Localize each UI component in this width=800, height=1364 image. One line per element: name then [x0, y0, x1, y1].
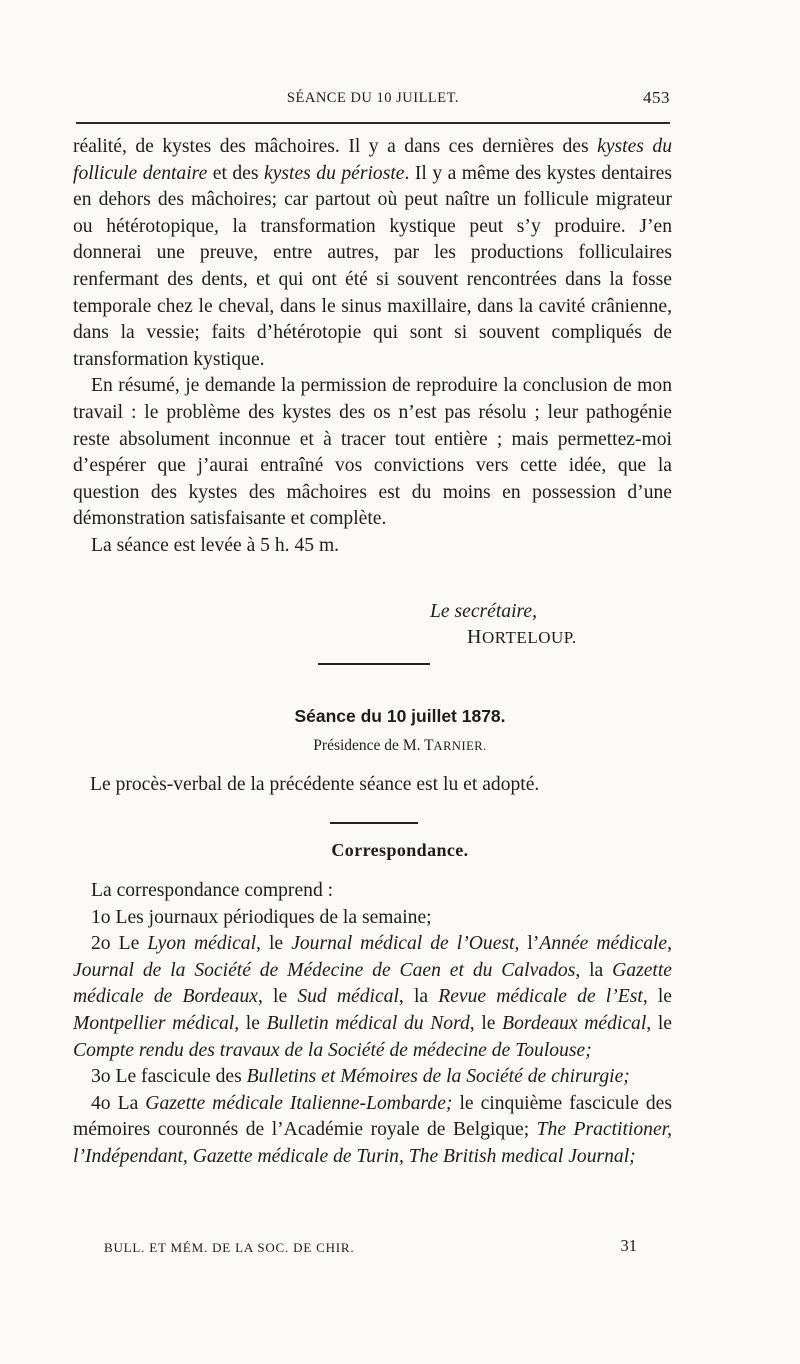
- signature-name: [467, 626, 577, 649]
- paragraph-1: [73, 134, 672, 373]
- running-title: SÉANCE DU 10 JUILLET.: [286, 90, 460, 106]
- running-header: [76, 88, 670, 114]
- name-rest: ORTELOUP.: [481, 628, 577, 647]
- section-rule: [318, 663, 430, 665]
- correspondance-intro: La correspondance comprend :: [91, 880, 334, 901]
- text-run: et des: [207, 162, 264, 184]
- footer-text: BULL. ET MÉM. DE LA SOC. DE CHIR.: [104, 1240, 355, 1255]
- signature-number: 31: [620, 1236, 637, 1255]
- correspondance-rule: [330, 822, 418, 824]
- paragraph-2: En résumé, je demande la permission de reproduire la conclusion de mon travail : le problème des kystes des os n’est pas résolu ; leur pathogénie reste absolument inconnue et à tracer tout entière ; mais permettez-moi d’espérer que j’aurai entraîné vos convictions vers cette idée, que la question des kystes des mâchoires est du moins en possession d’une démonstration satisfaisante et complète.: [73, 375, 672, 530]
- italic-run: kystes du périoste: [264, 162, 405, 184]
- page-footer: [104, 1236, 637, 1256]
- presidence-line: [0, 737, 800, 755]
- text-run: réalité, de kystes des mâchoires. Il y a dans ces dernières des: [73, 136, 598, 157]
- list-item: 1o Les journaux périodiques de la semaine;: [91, 906, 432, 928]
- text-run: . Il y a même des kystes dentaires en dehors des mâchoires; car partout où peut naître un follicule migrateur ou hétérotopique, la transformation kystique peut s’y produire. J’en donnerai une preuve, entre autres, par les productions folliculaires renfermant des dents, et qui ont été si souvent rencontrées dans la fosse temporale chez le cheval, dans le sinus maxillaire, dans la cavité crânienne, dans la vessie; faits d’hétérotopie qui sont si souvent compliqués de transformation kystique.: [73, 162, 672, 370]
- list-item: 3o Le fascicule des Bulletins et Mémoires de la Société de chirurgie;: [91, 1066, 630, 1088]
- seance-title: Séance du 10 juillet 1878.: [294, 706, 506, 726]
- list-item: 4o La Gazette médicale Italienne-Lombarde; le cinquième fascicule des mémoires couronnés de l’Académie royale de Belgique; The Practitioner, l’Indépendant, Gazette médicale de Turin, The British medical Journal;: [73, 1092, 672, 1167]
- president-rest: ARNIER.: [433, 739, 487, 753]
- body-text: [73, 134, 672, 560]
- paragraph-3: La séance est levée à 5 h. 45 m.: [91, 534, 340, 556]
- name-initial: H: [467, 626, 482, 648]
- correspondance-list: [73, 878, 672, 1171]
- header-rule: [76, 122, 670, 124]
- proces-verbal: Le procès-verbal de la précédente séance est lu et adopté.: [90, 774, 540, 795]
- signature-title: Le secrétaire,: [430, 601, 538, 622]
- correspondance-heading: Correspondance.: [331, 840, 469, 860]
- page-number: 453: [643, 88, 670, 107]
- italic-run: kystes du follicule dentaire: [73, 136, 672, 184]
- list-item: 2o Le Lyon médical, le Journal médical de l’Ouest, l’Année médicale, Journal de la Société de Médecine de Caen et du Calvados, la Gazette médicale de Bordeaux, le Sud médical, la Revue médicale de l’Est, le Montpellier médical, le Bulletin médical du Nord, le Bordeaux médical, le Compte rendu des travaux de la Société de médecine de Toulouse;: [73, 933, 673, 1061]
- president-initial: T: [424, 737, 434, 754]
- presidence-prefix: Présidence de M.: [313, 737, 425, 754]
